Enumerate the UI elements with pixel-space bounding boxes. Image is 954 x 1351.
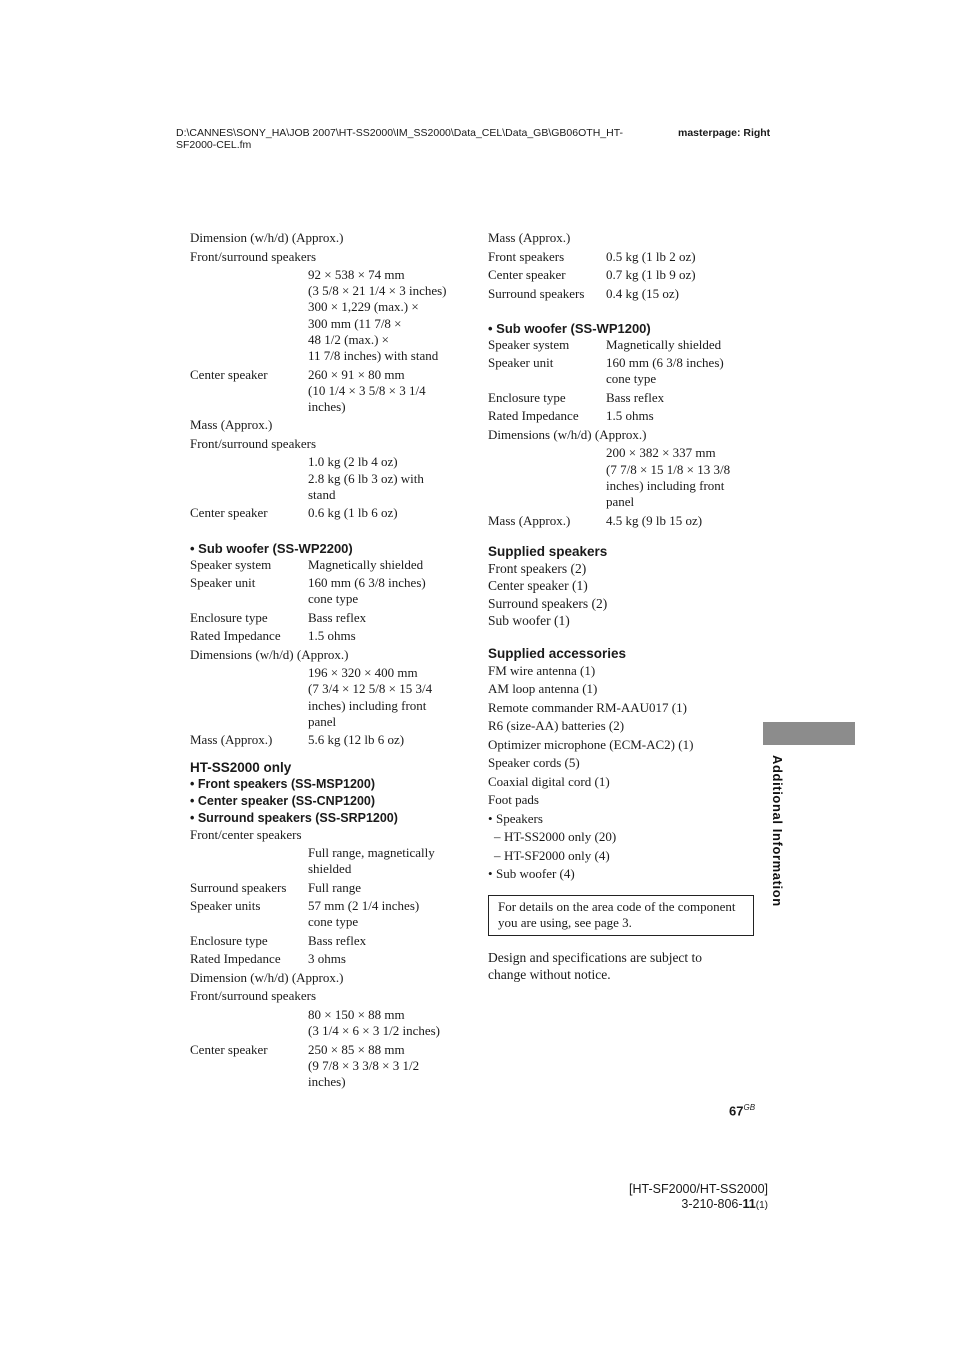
footer-code: 3-210-806-11(1) xyxy=(681,1197,768,1211)
sw1200-enclosure-row: Enclosure type Bass reflex xyxy=(488,389,665,405)
mass-center-row: Center speaker 0.6 kg (1 lb 6 oz) xyxy=(190,505,398,521)
dash-icon: – xyxy=(494,829,501,845)
footer-model: [HT-SF2000/HT-SS2000] xyxy=(629,1182,768,1196)
list-item: Speaker cords (5) xyxy=(488,755,580,771)
list-item: FM wire antenna (1) xyxy=(488,662,596,678)
list-item: Coaxial digital cord (1) xyxy=(488,773,610,789)
supplied-speakers-heading: Supplied speakers xyxy=(488,543,608,559)
center-speaker-subheading: • Center speaker (SS-CNP1200) xyxy=(190,793,376,808)
sw1200-impedance-row: Rated Impedance 1.5 ohms xyxy=(488,408,654,424)
mass-label-right: Mass (Approx.) xyxy=(488,230,571,245)
ss-dimension-label: Dimension (w/h/d) (Approx.) xyxy=(190,969,344,985)
sw1200-dims-label: Dimensions (w/h/d) (Approx.) xyxy=(488,426,647,442)
mass-label: Mass (Approx.) xyxy=(190,417,273,433)
bullet-icon: • xyxy=(488,866,493,882)
list-item: AM loop antenna (1) xyxy=(488,681,598,697)
sw-dims-label: Dimensions (w/h/d) (Approx.) xyxy=(190,646,349,662)
mass-front-values: 1.0 kg (2 lb 4 oz) 2.8 kg (6 lb 3 oz) with stand xyxy=(308,454,424,502)
list-item: R6 (size-AA) batteries (2) xyxy=(488,718,625,734)
bullet-icon: • xyxy=(488,810,493,826)
sw-unit-row: Speaker unit 160 mm (6 3/8 inches) cone type xyxy=(190,575,426,607)
file-path-line-2: SF2000-CEL.fm xyxy=(176,139,252,151)
ss-center-row: Center speaker 250 × 85 × 88 mm (9 7/8 × 3 3/8 × 3 1/2 inches) xyxy=(190,1041,420,1090)
left-column xyxy=(190,230,465,1093)
subwoofer-ss-wp1200-heading: • Sub woofer (SS-WP1200) xyxy=(488,320,651,336)
bullet-speakers: • Speakers xyxy=(488,810,758,829)
accessories-list xyxy=(488,662,758,884)
page-suffix: GB xyxy=(743,1103,756,1112)
file-path-line-1: D:\CANNES\SONY_HA\JOB 2007\HT-SS2000\IM_SS2000\Data_CEL\Data_GB\GB06OTH_HT- xyxy=(176,127,624,139)
design-change-note: Design and specifications are subject to change without notice. xyxy=(488,949,703,983)
sw1200-unit-row: Speaker unit 160 mm (6 3/8 inches) cone type xyxy=(488,355,724,387)
front-mass-row: Front speakers 0.5 kg (1 lb 2 oz) xyxy=(488,248,696,264)
file-path-header xyxy=(176,127,656,151)
dash-ht-sf2000: – HT-SF2000 only (4) xyxy=(488,847,758,866)
mass-front-label: Front/surround speakers xyxy=(190,435,317,451)
surround-mass-row: Surround speakers 0.4 kg (15 oz) xyxy=(488,285,679,301)
sw-dims-values: 196 × 320 × 400 mm (7 3/4 × 12 5/8 × 15 3/4 inches) including front panel xyxy=(308,665,433,729)
sw-impedance-row: Rated Impedance 1.5 ohms xyxy=(190,628,356,644)
sw1200-dims-values: 200 × 382 × 337 mm (7 7/8 × 15 1/8 × 13 3/8 inches) including front panel xyxy=(606,445,731,510)
bullet-subwoofer: • Sub woofer (4) xyxy=(488,865,758,884)
list-item: Center speaker (1) xyxy=(488,578,588,594)
sw-system-row: Speaker system Magnetically shielded xyxy=(190,556,424,572)
ht-ss2000-heading: HT-SS2000 only xyxy=(190,759,292,775)
ss-front-surround-label: Front/surround speakers xyxy=(190,988,317,1004)
side-tab-label: Additional Information xyxy=(770,755,785,907)
ss-impedance-row: Rated Impedance 3 ohms xyxy=(190,951,346,967)
list-item: Front speakers (2) xyxy=(488,560,587,576)
front-center-values: Full range, magnetically shielded xyxy=(308,845,435,877)
supplied-speakers-list xyxy=(488,560,758,630)
list-item: Surround speakers (2) xyxy=(488,595,608,611)
ss-enclosure-row: Enclosure type Bass reflex xyxy=(190,932,367,948)
footer-model-code xyxy=(629,1182,768,1213)
surround-row: Surround speakers Full range xyxy=(190,879,362,895)
section-tab-bar xyxy=(763,722,855,745)
front-surround-label: Front/surround speakers xyxy=(190,248,317,264)
sw-enclosure-row: Enclosure type Bass reflex xyxy=(190,609,367,625)
list-item: Sub woofer (1) xyxy=(488,613,570,629)
dash-icon: – xyxy=(494,847,501,863)
subwoofer-ss-wp2200-heading: • Sub woofer (SS-WP2200) xyxy=(190,540,353,556)
right-column xyxy=(488,230,758,984)
sw-mass-row: Mass (Approx.) 5.6 kg (12 lb 6 oz) xyxy=(190,732,405,748)
front-center-label: Front/center speakers xyxy=(190,826,302,842)
masterpage-label: masterpage: Right xyxy=(678,127,771,139)
list-item: Foot pads xyxy=(488,792,539,808)
supplied-accessories-heading: Supplied accessories xyxy=(488,645,627,661)
ss-front-surround-values: 80 × 150 × 88 mm (3 1/4 × 6 × 3 1/2 inches) xyxy=(308,1006,441,1039)
front-surround-dims: 92 × 538 × 74 mm (3 5/8 × 21 1/4 × 3 inches) 300 × 1,229 (max.) × 300 mm (11 7/8 × 48 1/2 (max.) × 11 7/8 inches) with stand xyxy=(308,267,447,364)
dimension-label: Dimension (w/h/d) (Approx.) xyxy=(190,230,344,245)
area-code-note-box: For details on the area code of the component you are using, see page 3. xyxy=(488,895,754,936)
center-speaker-dims-row: Center speaker 260 × 91 × 80 mm (10 1/4 × 3 5/8 × 3 1/4 inches) xyxy=(190,366,426,414)
front-speakers-subheading: • Front speakers (SS-MSP1200) xyxy=(190,776,375,791)
page-number: $67^{GB}$ xyxy=(729,1103,756,1119)
list-item: Optimizer microphone (ECM-AC2) (1) xyxy=(488,736,694,752)
speaker-units-row: Speaker units 57 mm (2 1/4 inches) cone type xyxy=(190,898,420,930)
list-item: Remote commander RM-AAU017 (1) xyxy=(488,699,687,715)
center-mass-row: Center speaker 0.7 kg (1 lb 9 oz) xyxy=(488,267,696,282)
sw1200-mass-row: Mass (Approx.) 4.5 kg (9 lb 15 oz) xyxy=(488,512,703,528)
dash-ht-ss2000: – HT-SS2000 only (20) xyxy=(488,828,758,847)
surround-speakers-subheading: • Surround speakers (SS-SRP1200) xyxy=(190,810,398,825)
sw1200-system-row: Speaker system Magnetically shielded xyxy=(488,336,722,352)
